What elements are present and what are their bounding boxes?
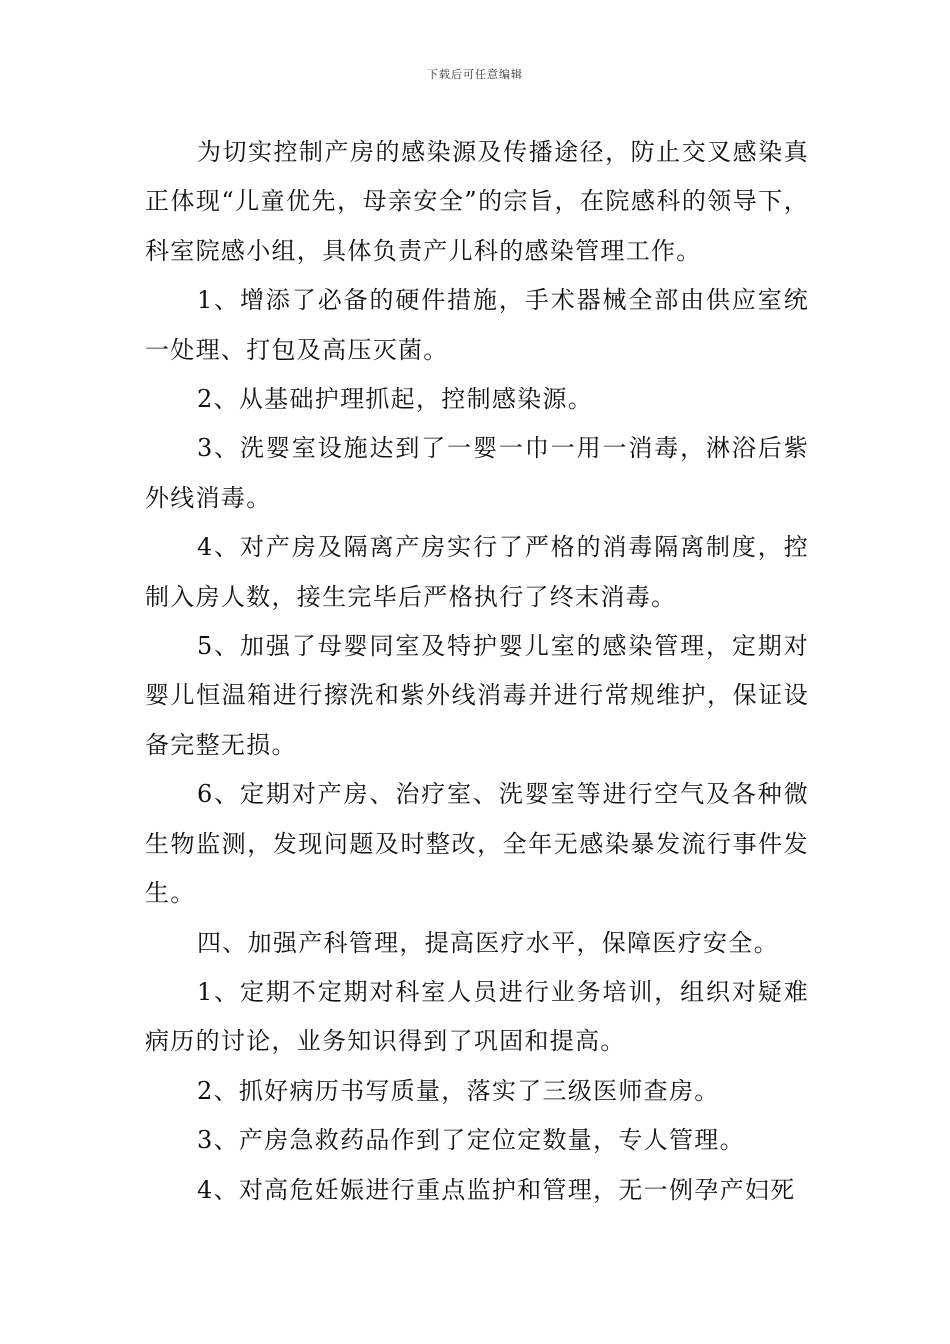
header-note: 下载后可任意编辑 — [427, 68, 523, 81]
paragraph-item-3: 3、洗婴室设施达到了一婴一巾一用一消毒，淋浴后紫外线消毒。 — [145, 434, 809, 512]
paragraph-section4-item-2: 2、抓好病历书写质量，落实了三级医师查房。 — [197, 1076, 720, 1105]
section-heading-4: 四、加强产科管理，提高医疗水平，保障医疗安全。 — [197, 928, 779, 957]
body-text — [145, 128, 809, 1215]
paragraph-item-4: 4、对产房及隔离产房实行了严格的消毒隔离制度，控制入房人数，接生完毕后严格执行了终末消毒。 — [145, 533, 809, 611]
paragraph-section4-item-4: 4、对高危妊娠进行重点监护和管理，无一例孕产妇死 — [197, 1175, 796, 1204]
paragraph-item-1: 1、增添了必备的硬件措施，手术器械全部由供应室统一处理、打包及高压灭菌。 — [145, 286, 809, 364]
paragraph-intro: 为切实控制产房的感染源及传播途径，防止交叉感染真正体现“儿童优先，母亲安全”的宗旨，在院感科的领导下，科室院感小组，具体负责产儿科的感染管理工作。 — [145, 138, 809, 265]
paragraph-section4-item-3: 3、产房急救药品作到了定位定数量，专人管理。 — [197, 1126, 745, 1155]
paragraph-section4-item-1: 1、定期不定期对科室人员进行业务培训，组织对疑难病历的讨论，业务知识得到了巩固和提高。 — [145, 977, 809, 1056]
paragraph-item-6: 6、定期对产房、治疗室、洗婴室等进行空气及各种微生物监测，发现问题及时整改，全年无感染暴发流行事件发生。 — [145, 780, 809, 908]
paragraph-item-2: 2、从基础护理抓起，控制感染源。 — [197, 385, 594, 414]
paragraph-item-5: 5、加强了母婴同室及特护婴儿室的感染管理，定期对婴儿恒温箱进行擦洗和紫外线消毒并进行常规维护，保证设备完整无损。 — [145, 632, 809, 759]
